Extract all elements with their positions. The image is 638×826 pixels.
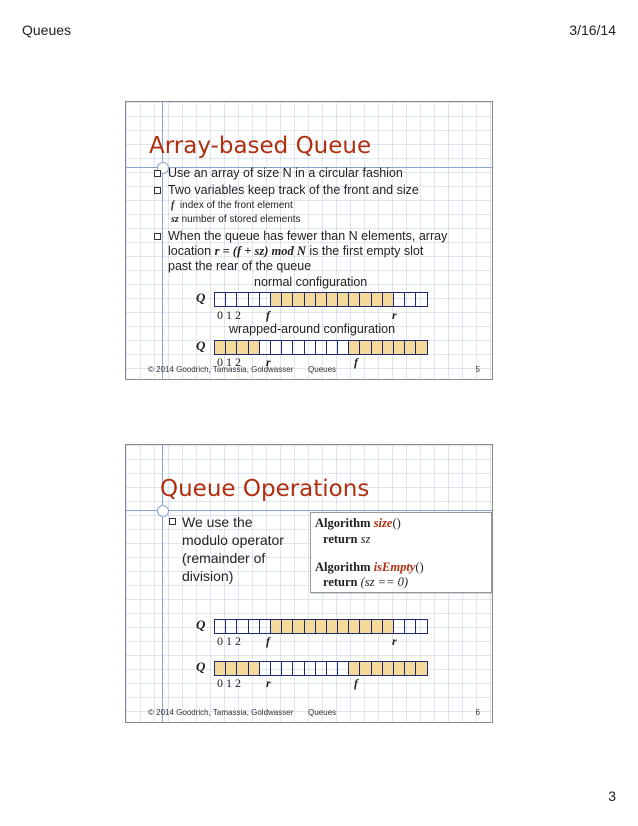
front-pointer-label: f	[354, 355, 358, 369]
array-cell-empty	[260, 662, 271, 675]
queue-label: Q	[196, 659, 206, 674]
slide-footer-copyright: © 2014 Goodrich, Tamassia, Goldwasser	[148, 708, 294, 717]
array-cell-filled	[215, 662, 226, 675]
array-cell-empty	[416, 620, 427, 633]
array-cell-filled	[226, 662, 237, 675]
array-cell-filled	[383, 662, 394, 675]
array-cell-filled	[349, 620, 360, 633]
array-cell-filled	[349, 341, 360, 354]
array-cell-empty	[338, 662, 349, 675]
queue-label: Q	[196, 290, 206, 305]
rear-pointer-label: r	[266, 676, 271, 690]
slide-array-based-queue	[125, 101, 493, 380]
array-cell-empty	[327, 662, 338, 675]
array-cell-filled	[405, 662, 416, 675]
array-cell-empty	[293, 341, 304, 354]
array-cell-filled	[372, 341, 383, 354]
rear-pointer-label: r	[392, 634, 397, 648]
array-cell-filled	[293, 293, 304, 306]
array-cell-filled	[237, 662, 248, 675]
slide-footer-number: 6	[475, 708, 480, 717]
array-cell-filled	[394, 662, 405, 675]
array-cell-empty	[260, 620, 271, 633]
array-cell-empty	[282, 662, 293, 675]
array-cell-filled	[349, 293, 360, 306]
array-cell-filled	[360, 293, 371, 306]
page-header-left: Queues	[22, 22, 72, 38]
slide-deco-line	[126, 510, 492, 511]
queue-array-wrapped	[214, 661, 428, 676]
array-cell-empty	[271, 662, 282, 675]
page-header-right: 3/16/14	[569, 22, 616, 38]
array-cell-filled	[249, 662, 260, 675]
array-cell-filled	[405, 341, 416, 354]
slide-footer-topic: Queues	[308, 708, 337, 717]
algorithm-isempty-return: return (sz == 0)	[323, 575, 409, 589]
array-indices: 0 1 2	[217, 676, 241, 690]
array-cell-empty	[215, 293, 226, 306]
array-cell-empty	[249, 620, 260, 633]
bullet-array-size: Use an array of size N in a circular fashion	[168, 166, 403, 180]
bullet-two-variables: Two variables keep track of the front and size	[168, 183, 419, 197]
array-cell-filled	[271, 293, 282, 306]
array-cell-empty	[316, 341, 327, 354]
array-cell-filled	[349, 662, 360, 675]
front-pointer-label: f	[354, 676, 358, 690]
queue-label: Q	[196, 338, 206, 353]
bullet-modulo-operator: We use the modulo operator (remainder of division)	[182, 514, 284, 584]
queue-array-wrapped	[214, 340, 428, 355]
array-cell-empty	[338, 341, 349, 354]
bullet-fewer-elements: When the queue has fewer than N elements, array location r = (f + sz) mod N is the first empty slot past the rear of the queue	[168, 229, 448, 273]
array-cell-empty	[405, 620, 416, 633]
slide-footer-copyright: © 2014 Goodrich, Tamassia, Goldwasser	[148, 365, 294, 374]
array-cell-filled	[372, 293, 383, 306]
slide-footer-number: 5	[475, 365, 480, 374]
array-cell-filled	[237, 341, 248, 354]
array-cell-filled	[360, 662, 371, 675]
queue-array-normal	[214, 292, 428, 307]
array-cell-filled	[282, 620, 293, 633]
array-cell-empty	[293, 662, 304, 675]
array-cell-filled	[327, 293, 338, 306]
array-cell-filled	[215, 341, 226, 354]
array-cell-empty	[271, 341, 282, 354]
array-cell-empty	[405, 293, 416, 306]
slide-title: Array-based Queue	[149, 133, 372, 159]
queue-label: Q	[196, 617, 206, 632]
array-cell-filled	[360, 341, 371, 354]
front-pointer-label: f	[266, 634, 270, 648]
front-pointer-label: f	[266, 308, 270, 322]
sub-item-front-index: f index of the front element	[171, 200, 293, 211]
queue-array-normal	[214, 619, 428, 634]
array-cell-filled	[249, 341, 260, 354]
array-cell-empty	[237, 293, 248, 306]
array-cell-filled	[338, 620, 349, 633]
array-cell-empty	[316, 662, 327, 675]
array-cell-filled	[383, 620, 394, 633]
array-cell-empty	[305, 341, 316, 354]
array-cell-filled	[416, 662, 427, 675]
array-cell-empty	[394, 620, 405, 633]
array-cell-empty	[416, 293, 427, 306]
array-indices: 0 1 2	[217, 355, 241, 369]
algorithm-size-header: Algorithm size()	[315, 516, 401, 530]
array-cell-filled	[305, 620, 316, 633]
array-cell-empty	[260, 293, 271, 306]
array-cell-filled	[372, 620, 383, 633]
array-cell-empty	[237, 620, 248, 633]
array-cell-filled	[327, 620, 338, 633]
array-cell-empty	[226, 620, 237, 633]
array-cell-filled	[383, 293, 394, 306]
array-cell-filled	[305, 293, 316, 306]
array-cell-empty	[327, 341, 338, 354]
array-cell-filled	[316, 620, 327, 633]
normal-configuration-label: normal configuration	[254, 275, 368, 289]
slide-deco-circle	[157, 505, 169, 517]
array-cell-filled	[360, 620, 371, 633]
array-cell-empty	[260, 341, 271, 354]
array-cell-empty	[282, 341, 293, 354]
array-cell-filled	[293, 620, 304, 633]
array-cell-filled	[271, 620, 282, 633]
sub-item-size: sz number of stored elements	[171, 214, 301, 225]
algorithm-size-return: return sz	[323, 532, 371, 546]
array-cell-empty	[305, 662, 316, 675]
array-cell-filled	[394, 341, 405, 354]
algorithm-isempty-header: Algorithm isEmpty()	[315, 560, 424, 574]
slide-queue-operations	[125, 444, 493, 723]
array-cell-filled	[338, 293, 349, 306]
array-cell-filled	[226, 341, 237, 354]
array-cell-empty	[226, 293, 237, 306]
array-cell-filled	[416, 341, 427, 354]
rear-pointer-label: r	[392, 308, 397, 322]
slide-title: Queue Operations	[160, 476, 370, 502]
array-indices: 0 1 2	[217, 634, 241, 648]
array-cell-filled	[372, 662, 383, 675]
array-cell-empty	[215, 620, 226, 633]
algorithm-box	[310, 512, 492, 593]
slide-footer-topic: Queues	[308, 365, 337, 374]
array-cell-empty	[249, 293, 260, 306]
array-cell-filled	[383, 341, 394, 354]
array-cell-filled	[316, 293, 327, 306]
rear-pointer-label: r	[266, 355, 271, 369]
array-cell-filled	[282, 293, 293, 306]
array-cell-empty	[394, 293, 405, 306]
array-indices: 0 1 2	[217, 308, 241, 322]
page-number: 3	[608, 788, 616, 804]
wrapped-configuration-label: wrapped-around configuration	[229, 322, 396, 336]
